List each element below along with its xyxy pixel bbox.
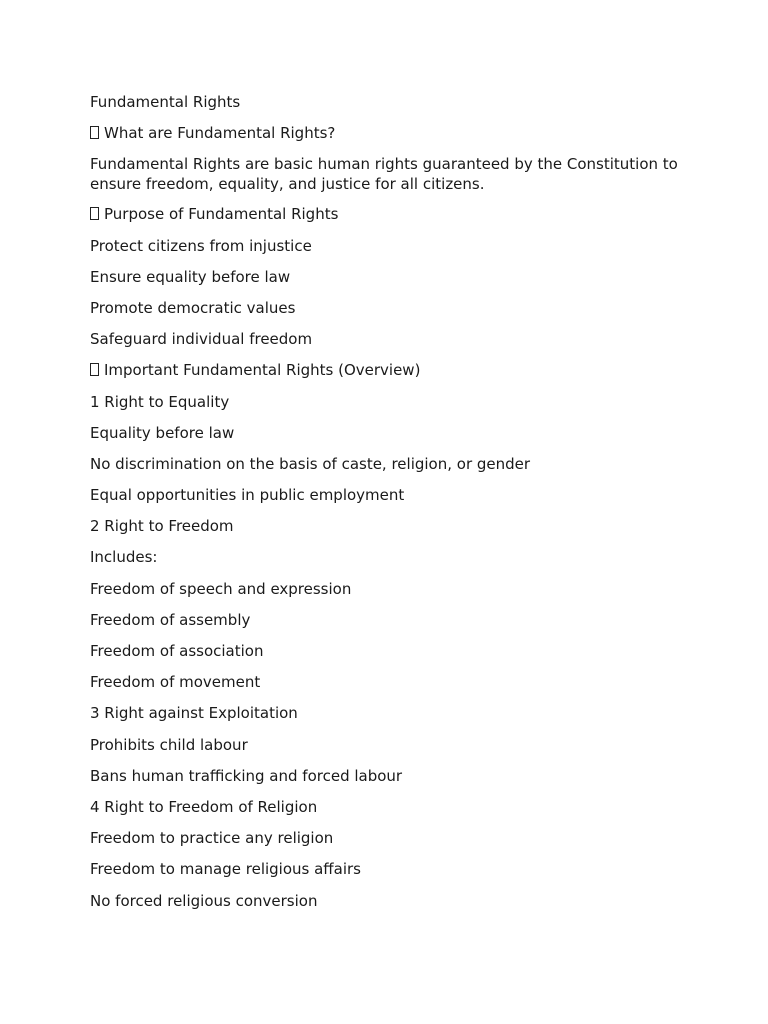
section-heading-what (90, 123, 680, 143)
list-item: Protect citizens from injustice (90, 236, 312, 255)
document-title: Fundamental Rights (90, 93, 241, 111)
list-item: Prohibits child labour (90, 735, 248, 754)
document-page (90, 92, 680, 922)
list-item: Freedom of association (90, 642, 264, 660)
list-item: Equality before law (90, 423, 235, 442)
list-item: Safeguard individual freedom (90, 330, 313, 349)
list-item: Freedom of assembly (90, 610, 251, 629)
missing-glyph-icon (90, 207, 99, 220)
list-item: Freedom of speech and expression (90, 579, 352, 598)
right-intro: Includes: (90, 548, 158, 567)
section-heading-text: What are Fundamental Rights? (104, 124, 336, 143)
list-item: No discrimination on the basis of caste, religion, or gender (90, 454, 531, 473)
missing-glyph-icon (90, 126, 99, 139)
list-item: Ensure equality before law (90, 267, 291, 286)
section-heading-important (90, 360, 680, 380)
section-heading-text: Important Fundamental Rights (Overview) (104, 361, 421, 380)
list-item: Equal opportunities in public employment (90, 486, 405, 505)
right-heading-religion: 4 Right to Freedom of Religion (90, 797, 318, 816)
list-item: Freedom to practice any religion (90, 829, 334, 848)
section-heading-purpose (90, 204, 680, 224)
list-item: Freedom to manage religious affairs (90, 860, 361, 879)
list-item: Bans human trafficking and forced labour (90, 766, 403, 785)
right-heading-freedom: 2 Right to Freedom (90, 517, 234, 536)
paragraph-what: Fundamental Rights are basic human rights guaranteed by the Constitution to ensure freedom, equality, and justice for all citizens. (90, 155, 678, 194)
list-item: Promote democratic values (90, 298, 296, 317)
list-item: No forced religious conversion (90, 891, 318, 910)
missing-glyph-icon (90, 363, 99, 376)
list-item: Freedom of movement (90, 673, 261, 692)
right-heading-equality: 1 Right to Equality (90, 392, 230, 411)
section-heading-text: Purpose of Fundamental Rights (104, 205, 339, 224)
right-heading-exploitation: 3 Right against Exploitation (90, 704, 298, 723)
